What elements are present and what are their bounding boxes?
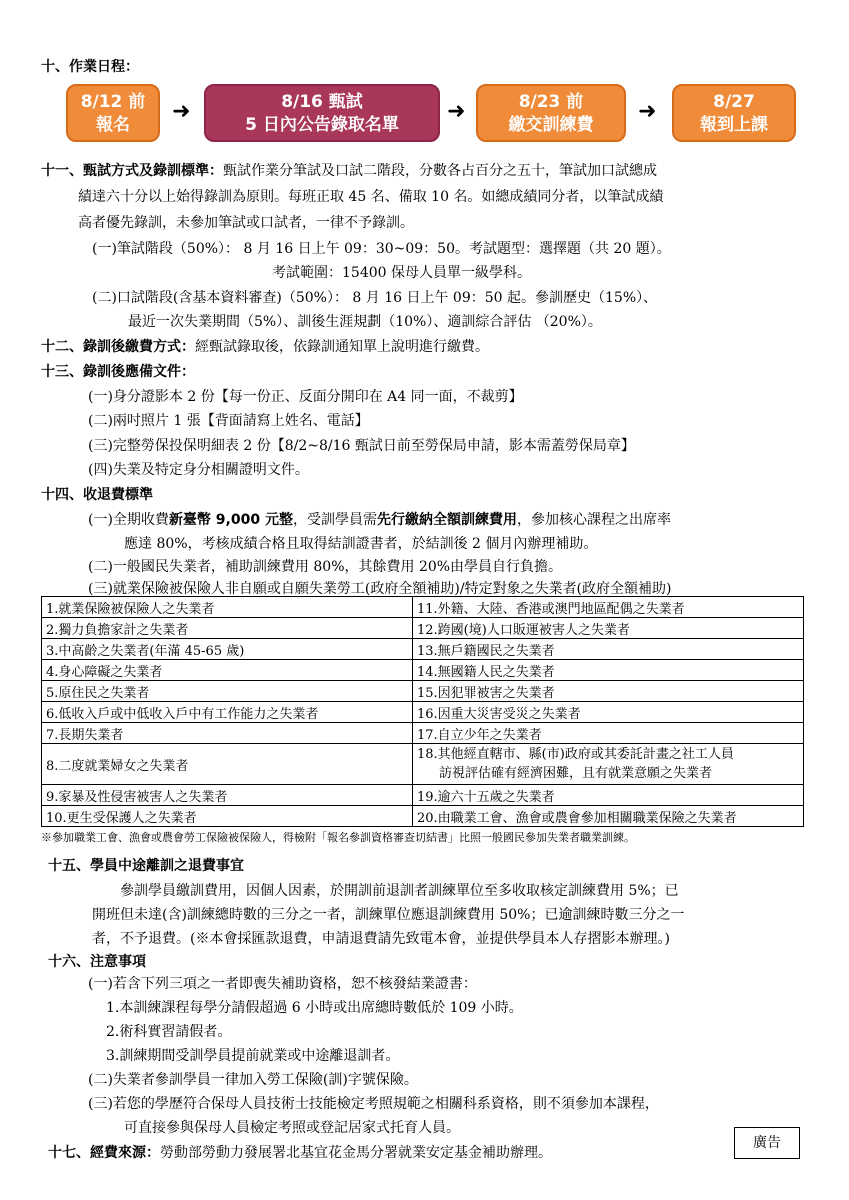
- section11-p3: 高者優先錄訓，未參加筆試或口試者，一律不予錄訓。: [78, 215, 414, 231]
- timeline-step-3-label: 繳交訓練費: [508, 115, 594, 135]
- section16-title: 十六、注意事項: [48, 954, 146, 970]
- table-row: [42, 660, 804, 681]
- ad-label-box: 廣告: [734, 1127, 800, 1159]
- section11-p1: 甄試作業分筆試及口試二階段，分數各占百分之五十，筆試加口試總成: [223, 163, 657, 179]
- timeline-step-3-date: 8/23 前: [518, 92, 584, 112]
- section14-item1-post: ，參加核心課程之出席率: [516, 512, 671, 528]
- table-row: [42, 702, 804, 723]
- section14-item1-mid: ，受訓學員需: [292, 512, 377, 528]
- arrow-right-icon: ➜: [638, 99, 657, 124]
- timeline-step-4-date: 8/27: [713, 92, 755, 112]
- table-cell: 4.身心障礙之失業者: [42, 660, 413, 681]
- section14-item1b: 應達 80%，考核成績合格且取得結訓證書者，於結訓後 2 個月內辦理補助。: [124, 536, 598, 552]
- section10-title: 十、作業日程：: [41, 59, 139, 75]
- table-cell: 9.家暴及性侵害被害人之失業者: [42, 785, 413, 806]
- table-cell: 7.長期失業者: [42, 723, 413, 744]
- section15-title: 十五、學員中途離訓之退費事宜: [48, 858, 244, 874]
- section14-item3: (三)就業保險被保險人非自願或自願失業勞工(政府全額補助)/特定對象之失業者(政府全額補助): [88, 581, 672, 597]
- section11-item2a: (二)口試階段(含基本資料審查)（50%）： 8 月 16 日上午 09：50 起。參訓歷史（15%）、: [92, 290, 658, 306]
- section13-item: (一)身分證影本 2 份【每一份正、反面分開印在 A4 同一面，不裁剪】: [88, 389, 523, 405]
- timeline-step-4: [672, 84, 796, 142]
- section16-subitem: 3.訓練期間受訓學員提前就業或中途離退訓者。: [106, 1048, 400, 1064]
- table-cell: 1.就業保險被保險人之失業者: [42, 597, 413, 618]
- table-cell: 2.獨力負擔家計之失業者: [42, 618, 413, 639]
- table-cell: 16.因重大災害受災之失業者: [413, 702, 804, 723]
- table-cell: 8.二度就業婦女之失業者: [42, 744, 413, 785]
- section11-title: 十一、甄試方式及錄訓標準：: [41, 163, 223, 179]
- table-row: [42, 806, 804, 827]
- arrow-right-icon: ➜: [172, 99, 191, 124]
- table-cell-line: 18.其他經直轄市、縣(市)政府或其委託計畫之社工人員: [417, 747, 734, 762]
- section11-item2b: 最近一次失業期間（5%）、訓後生涯規劃（10%）、適訓綜合評估 （20%）。: [128, 314, 602, 330]
- section12-title: 十二、錄訓後繳費方式：: [41, 339, 195, 355]
- section16-item1: (一)若含下列三項之一者即喪失補助資格，恕不核發結業證書：: [88, 976, 477, 992]
- section17-title: 十七、經費來源：: [48, 1145, 160, 1161]
- section11-item1a: (一)筆試階段（50%）： 8 月 16 日上午 09：30~09：50。考試題型：選擇題（共 20 題）。: [92, 241, 671, 257]
- section16-item3b: 可直接參與保母人員檢定考照或登記居家式托育人員。: [124, 1120, 460, 1136]
- timeline-step-3: [476, 84, 626, 142]
- section13-item: (四)失業及特定身分相關證明文件。: [88, 462, 309, 478]
- section17: [48, 1142, 552, 1162]
- table-cell: 11.外籍、大陸、香港或澳門地區配偶之失業者: [413, 597, 804, 618]
- section13-item: (二)兩吋照片 1 張【背面請寫上姓名、電話】: [88, 413, 369, 429]
- arrow-right-icon: ➜: [447, 99, 466, 124]
- table-cell: 20.由職業工會、漁會或農會參加相關職業保險之失業者: [413, 806, 804, 827]
- table-row: [42, 597, 804, 618]
- section11-item1b: 考試範圍：15400 保母人員單一級學科。: [272, 265, 531, 281]
- section14-item2: (二)一般國民失業者，補助訓練費用 80%，其餘費用 20%由學員自行負擔。: [88, 559, 563, 575]
- section14-item1: [88, 509, 671, 529]
- section15-line3: 者，不予退費。(※本會採匯款退費，申請退費請先致電本會，並提供學員本人存摺影本辦理。): [92, 931, 670, 947]
- section12-text: 經甄試錄取後，依錄訓通知單上說明進行繳費。: [195, 339, 489, 355]
- table-cell: 3.中高齡之失業者(年滿 45-65 歲): [42, 639, 413, 660]
- timeline-step-4-label: 報到上課: [700, 115, 768, 135]
- section13-item: (三)完整勞保投保明細表 2 份【8/2~8/16 甄試日前至勞保局申請，影本需蓋勞保局章】: [88, 438, 635, 454]
- timeline-step-2: [204, 84, 440, 142]
- eligibility-table: [41, 596, 804, 827]
- table-cell-multiline: [413, 744, 804, 785]
- section16-subitem: 1.本訓練課程每學分請假超過 6 小時或出席總時數低於 109 小時。: [106, 1000, 523, 1016]
- table-cell: 5.原住民之失業者: [42, 681, 413, 702]
- table-footnote: ※參加職業工會、漁會或農會勞工保險被保險人，得檢附「報名參訓資格審查切結書」比照一般國民參加失業者職業訓練。: [41, 831, 635, 844]
- section15-line2: 開班但未達(含)訓練總時數的三分之一者，訓練單位應退訓練費用 50%；已逾訓練時數三分之一: [92, 907, 685, 923]
- table-cell: 12.跨國(境)人口販運被害人之失業者: [413, 618, 804, 639]
- section16-item3a: (三)若您的學歷符合保母人員技術士技能檢定考照規範之相關科系資格，則不須參加本課程，: [88, 1096, 659, 1112]
- section13-title: 十三、錄訓後應備文件：: [41, 364, 195, 380]
- table-cell: 19.逾六十五歲之失業者: [413, 785, 804, 806]
- timeline-step-1-label: 報名: [96, 115, 130, 135]
- section11-p2: 績達六十分以上始得錄訓為原則。每班正取 45 名、備取 10 名。如總成績同分者，以筆試成績: [78, 189, 664, 205]
- section17-text: 勞動部勞動力發展署北基宜花金馬分署就業安定基金補助辦理。: [160, 1145, 552, 1161]
- table-row: [42, 723, 804, 744]
- timeline-step-1: [66, 84, 160, 142]
- section14-item1-pre: (一)全期收費: [88, 512, 169, 528]
- section15-line1: 參訓學員繳訓費用，因個人因素，於開訓前退訓者訓練單位至多收取核定訓練費用 5%；已: [120, 883, 679, 899]
- section12: [41, 336, 489, 356]
- table-cell: 17.自立少年之失業者: [413, 723, 804, 744]
- table-cell-line: 訪視評估確有經濟困難，且有就業意願之失業者: [439, 766, 713, 781]
- table-cell: 14.無國籍人民之失業者: [413, 660, 804, 681]
- table-cell: 13.無戶籍國民之失業者: [413, 639, 804, 660]
- table-cell: 6.低收入戶或中低收入戶中有工作能力之失業者: [42, 702, 413, 723]
- table-row: [42, 785, 804, 806]
- timeline-step-1-date: 8/12 前: [80, 92, 146, 112]
- section11-line1: [41, 160, 657, 180]
- table-row: [42, 639, 804, 660]
- table-row: [42, 681, 804, 702]
- table-cell: 15.因犯罪被害之失業者: [413, 681, 804, 702]
- section16-subitem: 2.術科實習請假者。: [106, 1024, 232, 1040]
- section16-item2: (二)失業者參訓學員一律加入勞工保險(訓)字號保險。: [88, 1072, 418, 1088]
- section14-prepay: 先行繳納全額訓練費用: [376, 512, 517, 528]
- timeline-step-2-date: 8/16 甄試: [281, 92, 363, 112]
- table-row: [42, 618, 804, 639]
- table-cell: 10.更生受保護人之失業者: [42, 806, 413, 827]
- table-row: [42, 744, 804, 785]
- timeline-step-2-label: 5 日內公告錄取名單: [245, 115, 399, 135]
- section14-fee: 新臺幣 9,000 元整: [168, 512, 293, 528]
- section14-title: 十四、收退費標準: [41, 487, 153, 503]
